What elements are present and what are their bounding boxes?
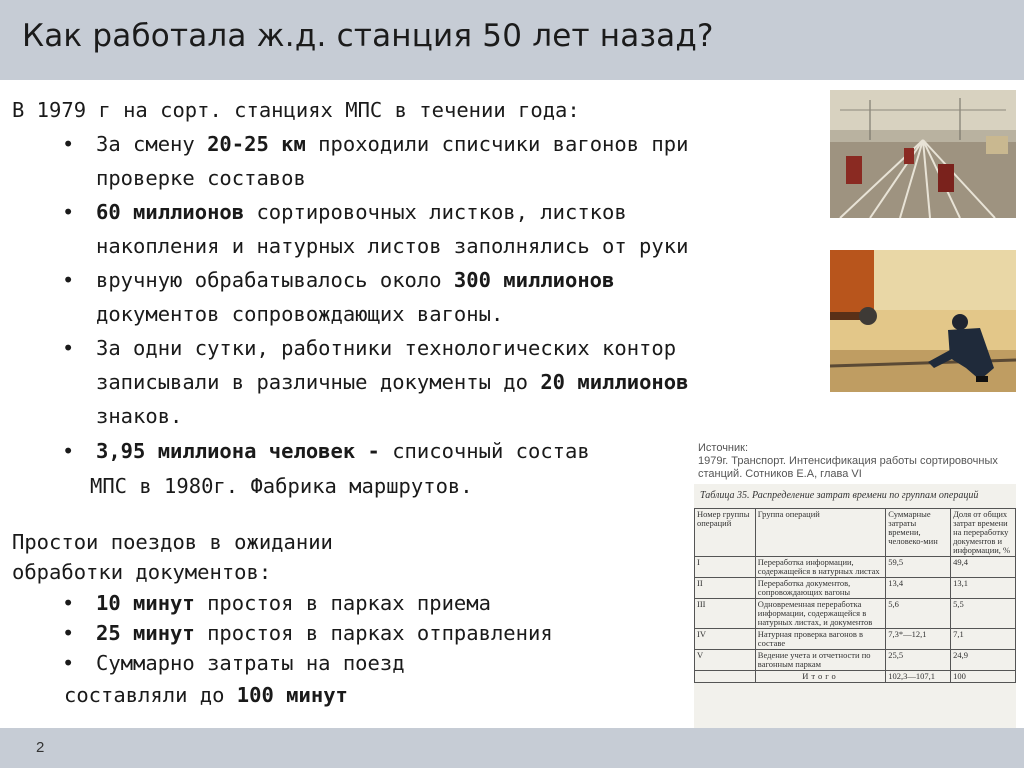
header-group: Группа операций bbox=[755, 509, 885, 557]
delay-bullet-2: 25 минут простоя в парках отправления bbox=[96, 621, 553, 645]
delays-heading-line-2: обработки документов: bbox=[12, 560, 272, 584]
table-row bbox=[695, 578, 1016, 599]
bullet-2-line-1: 60 миллионов сортировочных листков, листков bbox=[96, 200, 627, 224]
bullet-2-marker: • bbox=[62, 200, 75, 224]
slide-title: Как работала ж.д. станция 50 лет назад? bbox=[22, 18, 714, 54]
time-distribution-table bbox=[694, 508, 1016, 683]
bullet-4-line-3: знаков. bbox=[96, 404, 183, 428]
table-cell: 5,5 bbox=[951, 599, 1016, 629]
bullet-1-line-1: За смену 20-25 км проходили списчики вагонов при bbox=[96, 132, 689, 156]
bullet-5-line-2: МПС в 1980г. Фабрика маршрутов. bbox=[90, 474, 473, 498]
table-cell: Переработка информации, содержащейся в натурных листах bbox=[755, 557, 885, 578]
table-row bbox=[695, 557, 1016, 578]
table-cell: Переработка документов, сопровождающих вагоны bbox=[755, 578, 885, 599]
table-row bbox=[695, 650, 1016, 671]
table-header-row bbox=[695, 509, 1016, 557]
source-note bbox=[698, 442, 998, 481]
table-cell: 13,1 bbox=[951, 578, 1016, 599]
title-bar bbox=[0, 0, 1024, 80]
table-cell: 7,1 bbox=[951, 629, 1016, 650]
table-cell: Натурная проверка вагонов в составе bbox=[755, 629, 885, 650]
table-cell: 5,6 bbox=[886, 599, 951, 629]
table-cell: II bbox=[695, 578, 756, 599]
source-line-2: станций. Сотников Е.А, глава VI bbox=[698, 468, 862, 480]
table-cell: 13,4 bbox=[886, 578, 951, 599]
bullet-3-line-1: вручную обрабатывалось около 300 миллионов bbox=[96, 268, 615, 292]
bullet-2-line-2: накопления и натурных листов заполнялись от руки bbox=[96, 234, 689, 258]
bullet-5-line-1: 3,95 миллиона человек - списочный состав bbox=[96, 439, 590, 463]
bullet-1-line-2: проверке составов bbox=[96, 166, 306, 190]
scanned-table-image bbox=[694, 484, 1016, 768]
bullet-4-line-2: записывали в различные документы до 20 миллионов bbox=[96, 370, 689, 394]
table-cell: III bbox=[695, 599, 756, 629]
table-row bbox=[695, 599, 1016, 629]
total-label: Итого bbox=[755, 671, 885, 683]
table-cell: Одновременная переработка информации, содержащейся в натурных листах, и документов bbox=[755, 599, 885, 629]
header-group-number: Номер группы операций bbox=[695, 509, 756, 557]
source-label: Источник: bbox=[698, 442, 749, 454]
delay-bullet-1-marker: • bbox=[62, 591, 75, 615]
railway-yard-photo bbox=[830, 90, 1016, 218]
header-minutes: Суммарные затраты времени, человеко-мин bbox=[886, 509, 951, 557]
delays-heading-line-1: Простои поездов в ожидании bbox=[12, 530, 333, 554]
bullet-3-line-2: документов сопровождающих вагоны. bbox=[96, 302, 504, 326]
page-number: 2 bbox=[36, 739, 45, 756]
bullet-4-marker: • bbox=[62, 336, 75, 360]
total-minutes: 102,3—107,1 bbox=[886, 671, 951, 683]
bullet-3-marker: • bbox=[62, 268, 75, 292]
railway-worker-illustration bbox=[830, 250, 1016, 392]
delay-bullet-3: Суммарно затраты на поезд bbox=[96, 651, 405, 675]
footer-bar bbox=[0, 728, 1024, 768]
delay-bullet-2-marker: • bbox=[62, 621, 75, 645]
table-cell: V bbox=[695, 650, 756, 671]
table-cell: IV bbox=[695, 629, 756, 650]
delay-total-line: составляли до 100 минут bbox=[64, 683, 348, 707]
table-cell: 24,9 bbox=[951, 650, 1016, 671]
table-cell: 25,5 bbox=[886, 650, 951, 671]
table-cell: I bbox=[695, 557, 756, 578]
bullet-4-line-1: За одни сутки, работники технологических контор bbox=[96, 336, 677, 360]
total-percent: 100 bbox=[951, 671, 1016, 683]
table-row bbox=[695, 629, 1016, 650]
delay-bullet-1: 10 минут простоя в парках приема bbox=[96, 591, 491, 615]
intro-line: В 1979 г на сорт. станциях МПС в течении года: bbox=[12, 98, 580, 122]
bullet-1-marker: • bbox=[62, 132, 75, 156]
table-cell: 49,4 bbox=[951, 557, 1016, 578]
table-cell: 59,5 bbox=[886, 557, 951, 578]
table-cell: 7,3*—12,1 bbox=[886, 629, 951, 650]
source-line-1: 1979г. Транспорт. Интенсификация работы сортировочных bbox=[698, 455, 998, 467]
table-total-row bbox=[695, 671, 1016, 683]
delay-bullet-3-marker: • bbox=[62, 651, 75, 675]
header-percent: Доля от общих затрат времени на переработку документов и информации, % bbox=[951, 509, 1016, 557]
bullet-5-marker: • bbox=[62, 439, 75, 463]
table-cell bbox=[695, 671, 756, 683]
table-cell: Ведение учета и отчетности по вагонным паркам bbox=[755, 650, 885, 671]
table-caption: Таблица 35. Распределение затрат времени по группам операций bbox=[700, 490, 979, 501]
